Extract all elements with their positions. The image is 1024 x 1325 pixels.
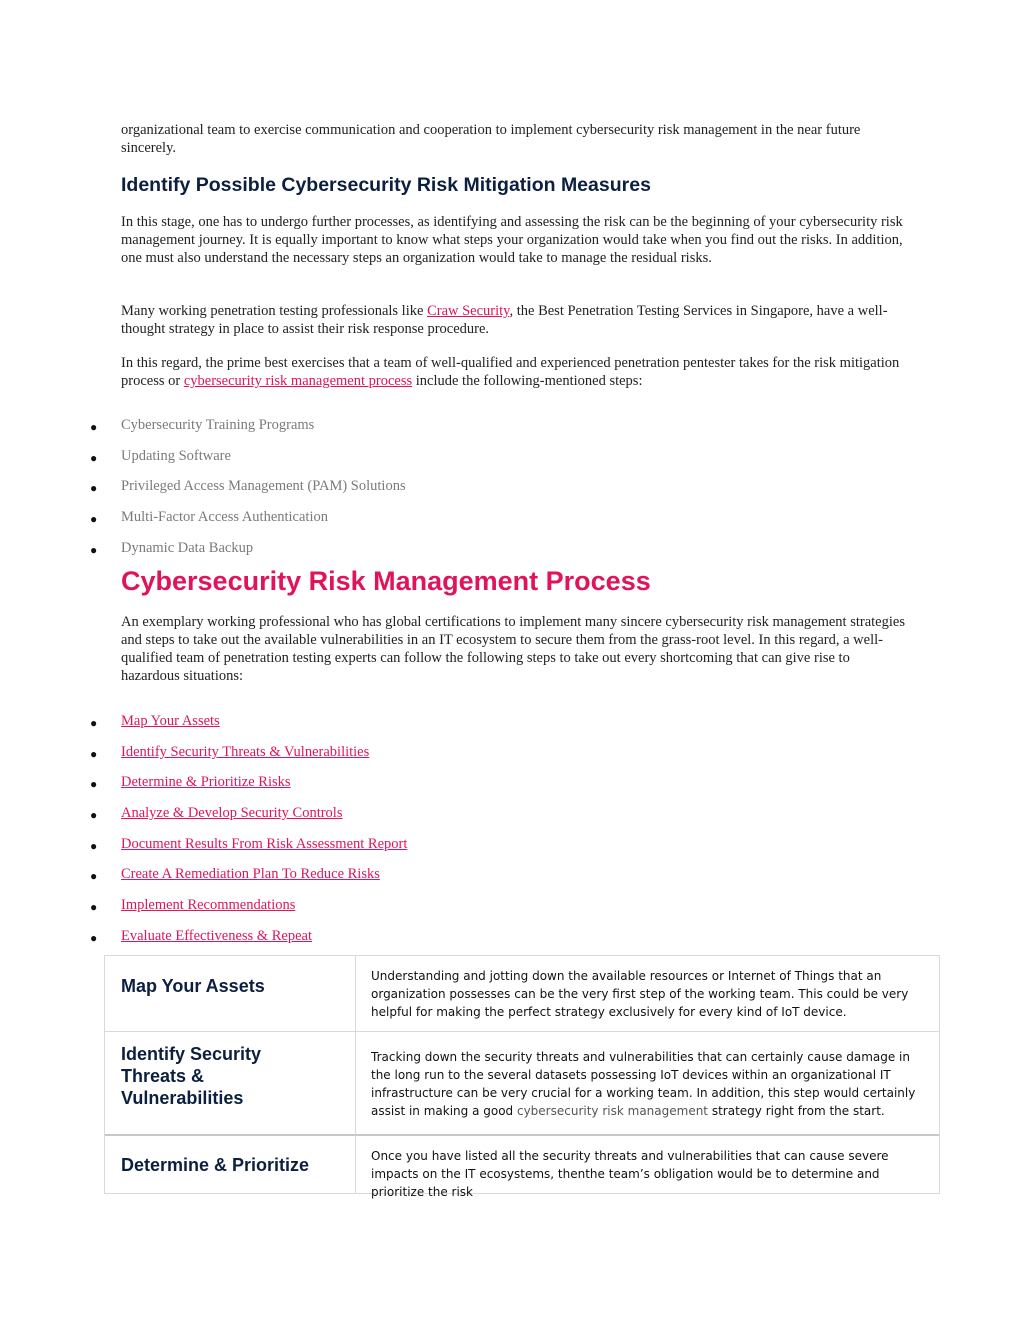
mitigation-paragraph-3 <box>121 354 911 390</box>
mitigation-paragraph-1: In this stage, one has to undergo further processes, as identifying and assessing the risk can be the beginning of your cybersecurity risk management journey. It is equally important to know what steps your organization would take when you find out the risks. In addition, one must also understand the necessary steps an organization would take to manage the residual risks. <box>121 214 903 266</box>
step-link[interactable]: Map Your Assets <box>121 713 220 729</box>
step-link[interactable]: Identify Security Threats & Vulnerabilities <box>121 743 370 760</box>
list-item <box>0 539 406 570</box>
mitigation-steps-list <box>0 416 406 569</box>
list-item <box>0 508 406 539</box>
paragraph-text: include the following-mentioned steps: <box>412 373 643 389</box>
section-heading-process: Cybersecurity Risk Management Process <box>121 566 651 596</box>
bullet-icon: ● <box>90 450 98 465</box>
bullet-icon: ● <box>90 512 98 527</box>
table-row-text <box>371 1048 923 1120</box>
table-row-title: Identify Security Threats & Vulnerabilities <box>121 1044 262 1108</box>
list-item <box>0 447 406 478</box>
list-item-label: Multi-Factor Access Authentication <box>121 509 328 526</box>
list-item[interactable] <box>0 835 407 866</box>
paragraph-text: Many working penetration testing professionals like <box>121 303 428 319</box>
list-item[interactable] <box>0 927 407 958</box>
section-heading-mitigation: Identify Possible Cybersecurity Risk Mitigation Measures <box>121 174 651 196</box>
table-row-text: Once you have listed all the security threats and vulnerabilities that can cause severe impacts on the IT ecosystems, thenthe team’s obligation would be to determine and prioritize the risk <box>371 1149 889 1199</box>
paragraph-text: , the Best Penetration Testing Services in Singapore, have a well-thought strategy in place to assist their risk response procedure. <box>121 303 888 337</box>
list-item[interactable] <box>0 773 407 804</box>
list-item <box>0 477 406 508</box>
list-item-label: Updating Software <box>121 447 231 464</box>
cell-inline-term: cybersecurity risk management <box>516 1104 709 1118</box>
bullet-icon: ● <box>90 542 98 557</box>
step-link[interactable]: Determine & Prioritize Risks <box>121 774 291 791</box>
step-link[interactable]: Evaluate Effectiveness & Repeat <box>121 927 312 944</box>
table-row <box>105 956 939 1032</box>
table-cell-title <box>105 1136 356 1193</box>
bullet-icon: ● <box>90 420 98 434</box>
list-item-label: Dynamic Data Backup <box>121 539 254 556</box>
table-row <box>105 1136 939 1199</box>
process-steps-list <box>0 712 407 958</box>
risk-management-process-link[interactable]: cybersecurity risk management process <box>183 373 413 389</box>
list-item[interactable] <box>0 743 407 774</box>
process-paragraph: An exemplary working professional who has global certifications to implement many sincere cybersecurity risk management strategies and steps to take out the available vulnerabilities in an IT ecosystem to secure them from the grass-root level. In this regard, a well-qualified team of penetration testing experts can follow the following steps to take out every shortcoming that can give rise to hazardous situations: <box>121 614 905 684</box>
list-item-label: Cybersecurity Training Programs <box>121 417 315 433</box>
bullet-icon: ● <box>90 808 98 823</box>
step-link[interactable]: Document Results From Risk Assessment Report <box>121 835 408 852</box>
table-row <box>105 1032 939 1136</box>
list-item[interactable] <box>0 896 407 927</box>
table-row-text: Understanding and jotting down the available resources or Internet of Things that an organization possesses can be the very first step of the working team. This could be very helpful for making the perfect strategy exclusively for every kind of IoT device. <box>371 969 909 1019</box>
list-item[interactable] <box>0 804 407 835</box>
mitigation-paragraph-2 <box>121 302 911 338</box>
paragraph-text: In this regard, the prime best exercises that a team of well-qualified and experienced penetration pentester takes for the risk mitigation process or <box>121 355 900 389</box>
table-row-title: Determine & Prioritize <box>121 1155 310 1175</box>
steps-table <box>104 955 940 1199</box>
bullet-icon: ● <box>90 746 98 761</box>
table-cell-title <box>105 956 356 1031</box>
intro-paragraph: organizational team to exercise communication and cooperation to implement cybersecurity risk management in the near future sincerely. <box>121 122 861 156</box>
step-link[interactable]: Create A Remediation Plan To Reduce Risks <box>121 866 380 883</box>
bullet-icon: ● <box>90 777 98 792</box>
bullet-icon: ● <box>90 838 98 853</box>
bullet-icon: ● <box>90 930 98 945</box>
list-item-label: Privileged Access Management (PAM) Solutions <box>121 478 406 495</box>
list-item[interactable] <box>0 712 407 743</box>
list-item[interactable] <box>0 865 407 896</box>
bullet-icon: ● <box>90 869 98 884</box>
list-item <box>0 416 406 447</box>
table-row-title: Map Your Assets <box>121 976 265 996</box>
cell-text: strategy right from the start. <box>708 1104 885 1118</box>
table-cell-title <box>105 1032 356 1134</box>
craw-security-link[interactable]: Craw Security <box>427 303 510 319</box>
bullet-icon: ● <box>90 716 98 730</box>
step-link[interactable]: Implement Recommendations <box>121 897 296 914</box>
cell-text: Tracking down the security threats and vulnerabilities that can certainly cause damage in the long run to the several datasets possessing IoT devices within an organizational IT infrastructure can be very crucial for a working team. In addition, this step would certainly assist in making a good <box>371 1050 916 1118</box>
bullet-icon: ● <box>90 481 98 496</box>
bullet-icon: ● <box>90 900 98 915</box>
step-link[interactable]: Analyze & Develop Security Controls <box>121 805 343 822</box>
